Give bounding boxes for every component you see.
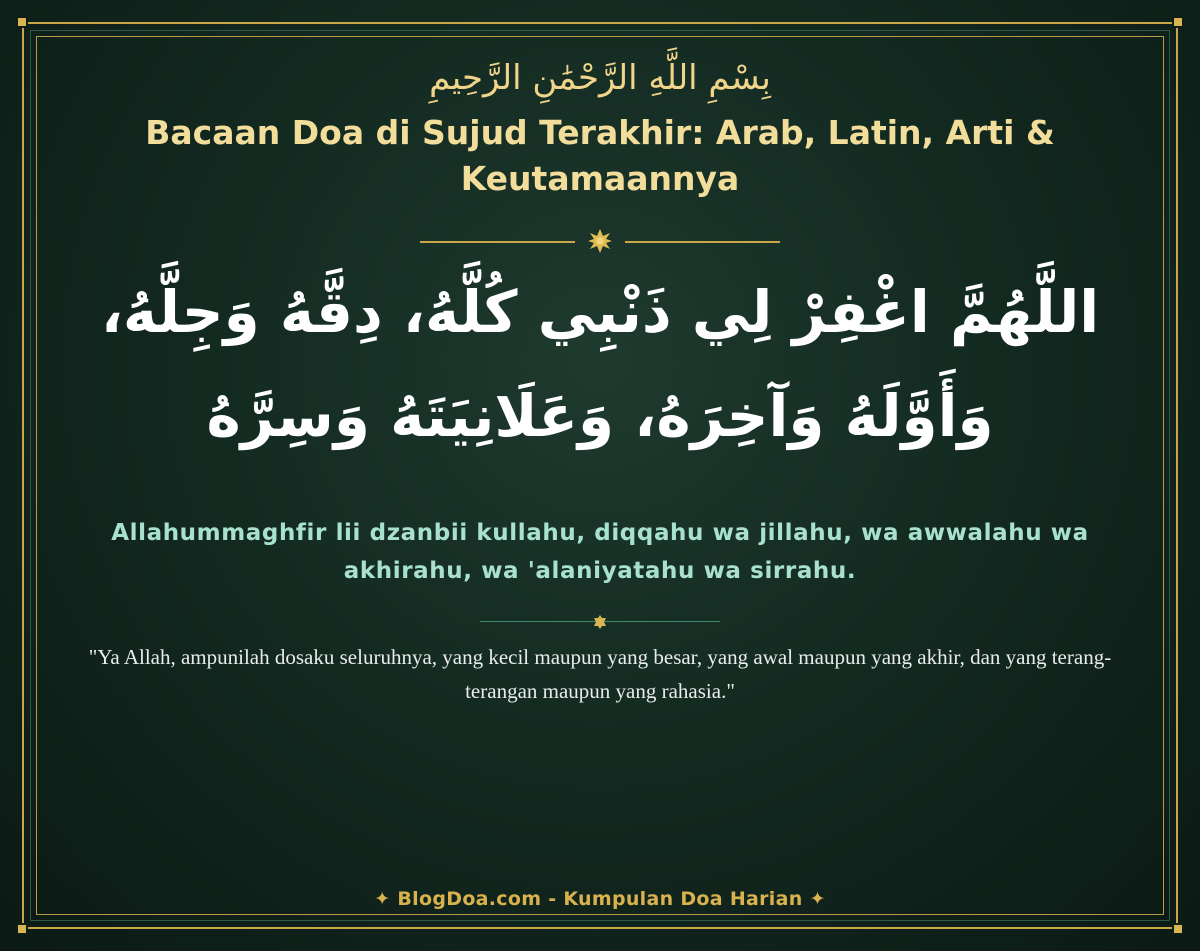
- corner-bottom-right-icon: [1172, 923, 1184, 935]
- top-divider: [60, 226, 1140, 256]
- latin-transliteration: Allahummaghfir lii dzanbii kullahu, diqqahu wa jillahu, wa awwalahu wa akhirahu, wa 'alaniyatahu wa sirrahu.: [111, 520, 1089, 584]
- arabic-prayer-text: اللَّهُمَّ اغْفِرْ لِي ذَنْبِي كُلَّهُ، دِقَّهُ وَجِلَّهُ، وَأَوَّلَهُ وَآخِرَهُ، وَعَلَانِيَتَهُ وَسِرَّهُ: [100, 278, 1100, 450]
- corner-top-right-icon: [1172, 16, 1184, 28]
- bismillah-text: بِسْمِ اللَّهِ الرَّحْمَٰنِ الرَّحِيمِ: [429, 58, 771, 98]
- main-content: [60, 44, 1140, 708]
- footer-credit: ✦ BlogDoa.com - Kumpulan Doa Harian ✦: [374, 888, 826, 910]
- corner-bottom-left-icon: [16, 923, 28, 935]
- translation-text: "Ya Allah, ampunilah dosaku seluruhnya, yang kecil maupun yang besar, yang awal maupun yang akhir, dan yang terang-terangan maupun yang rahasia.": [88, 645, 1112, 703]
- eight-point-star-icon: [588, 229, 612, 253]
- middle-divider: [60, 612, 1140, 632]
- diamond-star-icon: [593, 615, 607, 629]
- divider-line-left: [420, 241, 575, 243]
- page-title: Bacaan Doa di Sujud Terakhir: Arab, Latin, Arti & Keutamaannya: [145, 113, 1055, 198]
- corner-top-left-icon: [16, 16, 28, 28]
- divider-line-right: [625, 241, 780, 243]
